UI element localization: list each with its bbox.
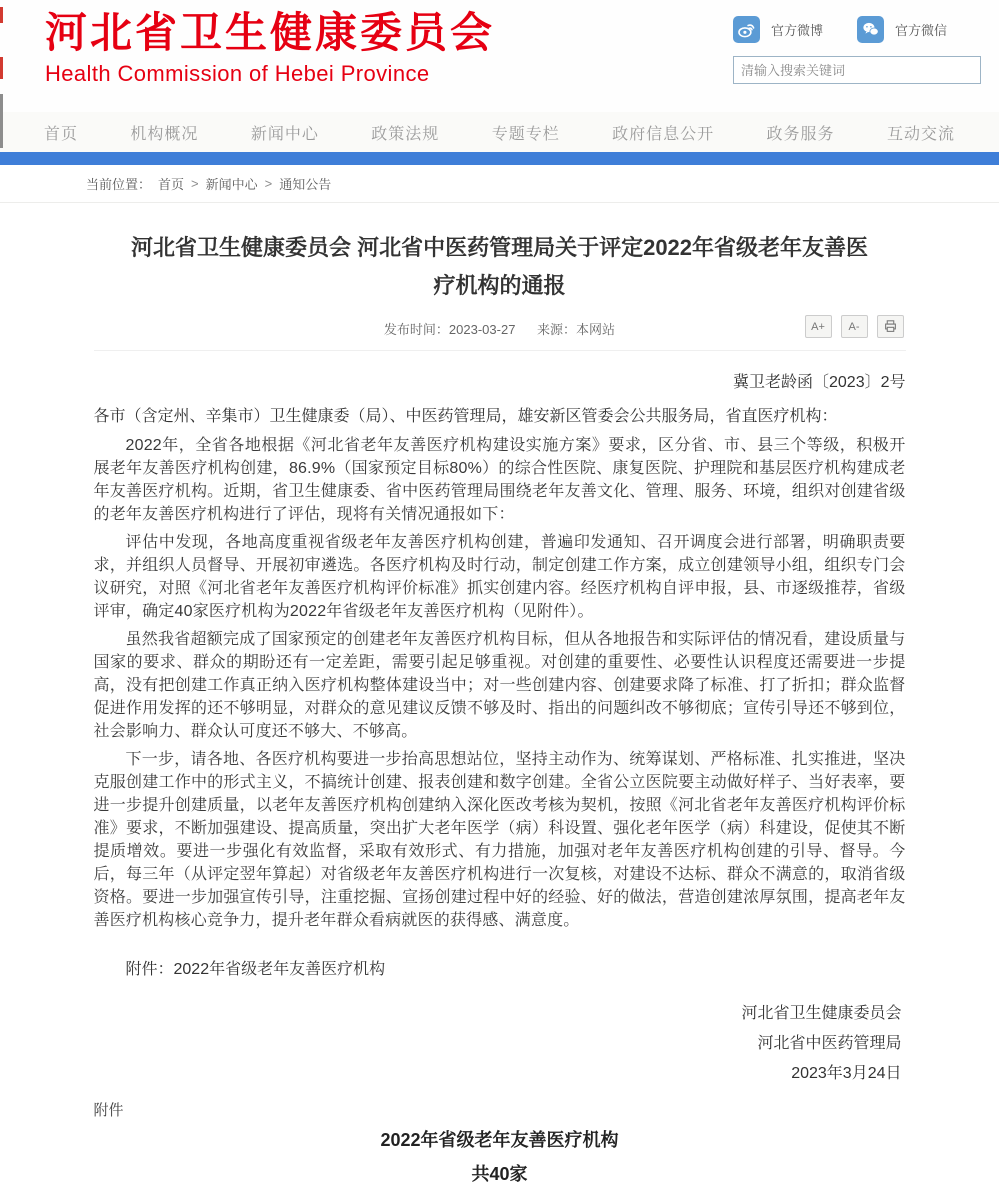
wechat-icon bbox=[857, 16, 884, 43]
paragraph-3: 虽然我省超额完成了国家预定的创建老年友善医疗机构目标，但从各地报告和实际评估的情况看，建设质量与国家的要求、群众的期盼还有一定差距，需要引起足够重视。对创建的重要性、必要性认识程度还需要进一步提高，没有把创建工作真正纳入医疗机构整体建设当中；对一些创建内容、创建要求降了标准、打了折扣；群众监督促进作用发挥的还不够明显，对群众的意见建议反馈不够及时、指出的问题纠改不够彻底；宣传引导还不够到位，社会影响力、群众认可度还不够大、不够高。 bbox=[93, 631, 906, 740]
nav-item-news-center[interactable]: 新闻中心 bbox=[250, 125, 319, 143]
search-box bbox=[733, 56, 981, 84]
site-logo[interactable] bbox=[45, 8, 495, 87]
signature-issuer-1: 河北省卫生健康委员会 bbox=[741, 1005, 902, 1022]
nav-item-special-topics[interactable]: 专题专栏 bbox=[491, 125, 560, 143]
annex-title: 2022年省级老年友善医疗机构 bbox=[380, 1130, 619, 1150]
nav-item-org-overview[interactable]: 机构概况 bbox=[130, 125, 199, 143]
annex-count: 共40家 bbox=[471, 1164, 528, 1184]
signature-block bbox=[94, 999, 906, 1089]
print-button[interactable] bbox=[877, 315, 904, 338]
edge-artifact bbox=[0, 94, 3, 148]
nav-item-gov-services[interactable]: 政务服务 bbox=[766, 125, 835, 143]
breadcrumb-notices[interactable]: 通知公告 bbox=[279, 177, 332, 192]
article-source: 来源：本网站 bbox=[537, 322, 616, 337]
document-number: 冀卫老龄函〔2023〕2号 bbox=[733, 374, 906, 391]
site-logo-subtitle: Health Commission of Hebei Province bbox=[45, 61, 430, 86]
salutation: 各市（含定州、辛集市）卫生健康委（局）、中医药管理局，雄安新区管委会公共服务局，省直医疗机构： bbox=[93, 408, 838, 425]
breadcrumb-separator: > bbox=[264, 176, 273, 191]
nav-accent-bar bbox=[0, 152, 999, 165]
article-title: 河北省卫生健康委员会 河北省中医药管理局关于评定2022年省级老年友善医疗机构的通报 bbox=[130, 235, 869, 298]
edge-artifact bbox=[0, 7, 3, 23]
social-links bbox=[733, 16, 981, 43]
font-increase-button[interactable]: A+ bbox=[805, 315, 832, 338]
breadcrumb-home[interactable]: 首页 bbox=[158, 177, 185, 192]
nav-item-home[interactable]: 首页 bbox=[44, 125, 79, 143]
paragraph-4: 下一步，请各地、各医疗机构要进一步抬高思想站位，坚持主动作为、统筹谋划、严格标准、扎实推进，坚决克服创建工作中的形式主义，不搞统计创建、报表创建和数字创建。全省公立医院要主动做好样子、当好表率，要进一步提升创建质量，以老年友善医疗机构创建纳入深化医改考核为契机，按照《河北省老年友善医疗机构评价标准》要求，不断加强建设、提高质量，突出扩大老年医学（病）科设置、强化老年医学（病）科建设，促使其不断提质增效。要进一步强化有效监督，采取有效形式、有力措施，加强对老年友善医疗机构创建的引导、督导。今后，每三年（从评定翌年算起）对省级老年友善医疗机构进行一次复核，对建设不达标、群众不满意的，取消省级资格。要进一步加强宣传引导，注重挖掘、宣扬创建过程中好的经验、好的做法，营造创建浓厚氛围，提高老年友善医疗机构核心竞争力，提升老年群众看病就医的获得感、满意度。 bbox=[93, 751, 906, 929]
attachment-line: 附件：2022年省级老年友善医疗机构 bbox=[125, 961, 386, 978]
nav-item-interaction[interactable]: 互动交流 bbox=[886, 125, 955, 143]
breadcrumb-news-center[interactable]: 新闻中心 bbox=[205, 177, 258, 192]
breadcrumb bbox=[0, 165, 999, 203]
edge-artifact bbox=[0, 57, 3, 79]
nav-item-gov-info[interactable]: 政府信息公开 bbox=[612, 125, 715, 143]
site-header bbox=[0, 0, 999, 112]
nav-item-policies[interactable]: 政策法规 bbox=[371, 125, 440, 143]
article-tools bbox=[805, 315, 904, 338]
signature-issuer-2: 河北省中医药管理局 bbox=[757, 1035, 902, 1052]
printer-icon bbox=[884, 320, 897, 333]
main-nav bbox=[0, 112, 999, 152]
font-decrease-button[interactable]: A- bbox=[841, 315, 868, 338]
annex-label: 附件 bbox=[93, 1102, 124, 1119]
weibo-icon bbox=[733, 16, 760, 43]
search-input[interactable] bbox=[733, 56, 981, 84]
breadcrumb-separator: > bbox=[191, 176, 199, 191]
site-logo-title: 河北省卫生健康委员会 bbox=[45, 9, 496, 56]
weibo-link[interactable] bbox=[733, 16, 857, 43]
header-right bbox=[733, 16, 981, 84]
article bbox=[94, 229, 906, 1186]
wechat-label: 官方微信 bbox=[895, 23, 948, 38]
paragraph-2: 评估中发现，各地高度重视省级老年友善医疗机构创建，普遍印发通知、召开调度会进行部署，明确职责要求，并组织人员督导、开展初审遴选。各医疗机构及时行动，制定创建工作方案，成立创建领导小组，组织专门会议研究，对照《河北省老年友善医疗机构评价标准》抓实创建内容。经医疗机构自评申报，县、市逐级推荐，省级评审，确定40家医疗机构为2022年省级老年友善医疗机构（见附件）。 bbox=[93, 534, 906, 620]
wechat-link[interactable] bbox=[857, 16, 981, 43]
article-meta bbox=[94, 319, 906, 351]
publish-time: 发布时间：2023-03-27 bbox=[383, 322, 516, 337]
weibo-label: 官方微博 bbox=[771, 23, 824, 38]
paragraph-1: 2022年，全省各地根据《河北省老年友善医疗机构建设实施方案》要求，区分省、市、县三个等级，积极开展老年友善医疗机构创建，86.9%（国家预定目标80%）的综合性医院、康复医院、护理院和基层医疗机构建成老年友善医疗机构。近期，省卫生健康委、省中医药管理局围绕老年友善文化、管理、服务、环境，组织对创建省级的老年友善医疗机构进行了评估，现将有关情况通报如下： bbox=[93, 437, 906, 523]
signature-date: 2023年3月24日 bbox=[791, 1065, 902, 1082]
breadcrumb-prefix: 当前位置： bbox=[86, 177, 152, 192]
